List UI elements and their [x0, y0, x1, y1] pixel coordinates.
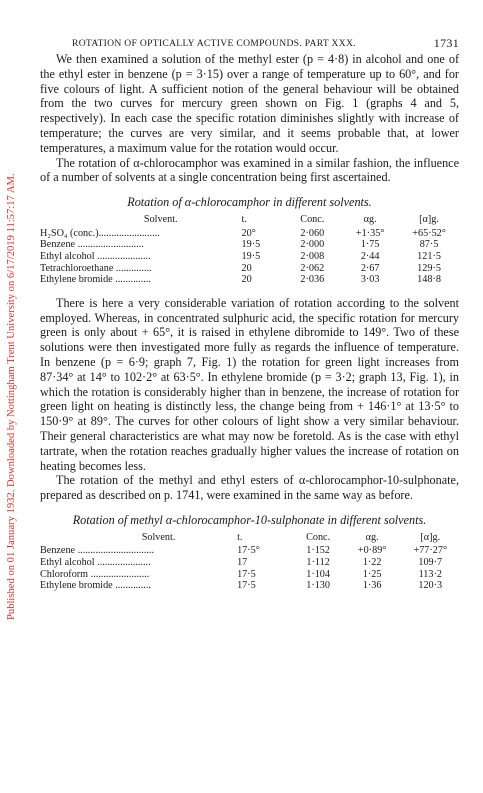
cell-specific-rotation: 109·7: [418, 557, 443, 569]
cell-specific-rotation: 113·2: [418, 568, 442, 580]
table-sulphonate-solvents: [40, 532, 459, 592]
cell-observed-rotation: 1·22: [362, 557, 382, 569]
table-header-row: [40, 214, 459, 228]
cell-concentration: 2·000: [300, 239, 325, 251]
paragraph-solvent-variation: There is here a very considerable variation of rotation according to the solvent employed. Whereas, in concentrated sulphuric acid, the specific rotation for mercury green is only about + 65°, it is raised in ethylene dibromide to 149°. Two of these solutions were then investigated more fully as regards the influence of temperature. In benzene (p = 6·9; graph 7, Fig. 1) the rotation for green light increases from 87·34° at 14° to 102·2° at 63·5°. In ethylene bromide (p = 3·2; graph 13, Fig. 1), in which the rotation is considerably higher than in benzene, the increase of rotation for green light on heating is distinctly less, the change being from + 146·1° at 13·5° to 150·9° at 89°. The curves for other colours of light show a very similar behaviour. Their general characteristics are what may now be foretold. As is the case with ethyl tartrate, when the rotation reaches gradually higher values the increase of rotation on heating becomes less.: [40, 295, 459, 473]
cell-temperature: 17·5: [237, 568, 256, 580]
cell-observed-rotation: +1·35°: [355, 227, 385, 239]
cell-concentration: 2·036: [300, 274, 325, 286]
table2-caption: Rotation of methyl α-chlorocamphor-10-sulphonate in different solvents.: [72, 512, 427, 527]
cell-observed-rotation: 1·25: [362, 568, 382, 580]
cell-solvent: Ethylene bromide ..............: [40, 274, 151, 286]
cell-solvent: H₂SO₄ (conc.)........................: [40, 227, 160, 239]
paragraph-chlorocamphor-intro: The rotation of α-chlorocamphor was examined in a similar fashion, the influence of a number of solvents at a single concentration being first ascertained.: [40, 155, 459, 185]
cell-solvent: Ethyl alcohol .....................: [40, 557, 151, 569]
col-header-observed-rotation: αg.: [365, 531, 379, 543]
cell-specific-rotation: +77·27°: [413, 545, 448, 557]
page-number: 1731: [433, 36, 459, 50]
cell-temperature: 19·5: [241, 250, 261, 262]
cell-temperature: 20°: [241, 227, 256, 239]
table-row: [40, 557, 459, 569]
table-row: [40, 263, 459, 275]
table-row: [40, 569, 459, 581]
cell-specific-rotation: 87·5: [419, 239, 439, 251]
page-header: [40, 36, 459, 52]
cell-specific-rotation: 148·8: [417, 274, 441, 286]
cell-concentration: 1·104: [306, 568, 330, 580]
cell-concentration: 2·062: [300, 262, 325, 274]
col-header-concentration: Conc.: [306, 531, 331, 543]
cell-observed-rotation: 3·03: [360, 274, 380, 286]
paragraph-sulphonate-esters: The rotation of the methyl and ethyl esters of α-chlorocamphor-10-sulphonate, prepared as described on p. 1741, were examined in the same way as before.: [40, 473, 459, 503]
cell-solvent: Tetrachloroethane ..............: [40, 262, 152, 274]
table-row: [40, 274, 459, 286]
cell-observed-rotation: +0·89°: [357, 545, 387, 557]
table-row: [40, 580, 459, 592]
cell-specific-rotation: +65·52°: [412, 227, 446, 239]
col-header-specific-rotation: [α]g.: [420, 531, 441, 543]
cell-observed-rotation: 2·44: [360, 250, 380, 262]
table-chlorocamphor-solvents: [40, 214, 459, 286]
cell-observed-rotation: 1·75: [360, 239, 380, 251]
col-header-solvent: Solvent.: [141, 531, 176, 543]
cell-temperature: 17·5°: [237, 545, 260, 557]
cell-concentration: 2·008: [300, 250, 325, 262]
cell-temperature: 20: [241, 262, 252, 274]
col-header-observed-rotation: αg.: [363, 214, 377, 226]
col-header-temperature: t.: [237, 531, 243, 543]
col-header-temperature: t.: [241, 214, 247, 226]
cell-solvent: Ethyl alcohol .....................: [40, 250, 151, 262]
cell-observed-rotation: 1·36: [362, 580, 382, 592]
cell-observed-rotation: 2·67: [360, 262, 380, 274]
cell-solvent: Benzene ..............................: [40, 545, 155, 557]
cell-temperature: 17: [237, 557, 248, 569]
cell-concentration: 1·152: [306, 545, 330, 557]
cell-specific-rotation: 121·5: [417, 250, 441, 262]
table-row: [40, 545, 459, 557]
col-header-specific-rotation: [α]g.: [419, 214, 439, 226]
col-header-concentration: Conc.: [300, 214, 325, 226]
running-title: ROTATION OF OPTICALLY ACTIVE COMPOUNDS. PART XXX.: [72, 38, 356, 49]
cell-specific-rotation: 129·5: [417, 262, 441, 274]
cell-specific-rotation: 120·3: [418, 580, 443, 592]
table1-caption: Rotation of α-chlorocamphor in different solvents.: [127, 195, 372, 210]
download-watermark: Published on 01 January 1932. Downloaded by Nottingham Trent University on 6/17/2019 11:57:17 AM.: [6, 173, 17, 620]
cell-concentration: 1·112: [306, 557, 330, 569]
cell-temperature: 19·5: [241, 239, 261, 251]
cell-concentration: 1·130: [306, 580, 330, 592]
paragraph-methyl-ester: We then examined a solution of the methyl ester (p = 4·8) in alcohol and one of the ethyl ester in benzene (p = 3·15) over a range of temperature up to 60°, and for five colours of light. A sufficient notion of the general behaviour will be obtained from the two curves for mercury green shown on Fig. 1 (graphs 4 and 5, respectively). In each case the specific rotation diminishes slightly with increase of temperature; the curves are very similar, and it seems probable that, at lower temperatures, a maximum value for the rotation would occur.: [40, 52, 459, 155]
cell-temperature: 20: [241, 274, 252, 286]
cell-solvent: Chloroform .......................: [40, 568, 150, 580]
cell-concentration: 2·060: [300, 227, 325, 239]
cell-temperature: 17·5: [237, 580, 256, 592]
table-row: [40, 228, 459, 240]
table-row: [40, 251, 459, 263]
table-row: [40, 239, 459, 251]
cell-solvent: Ethylene bromide ..............: [40, 580, 151, 592]
journal-page: [40, 36, 459, 592]
table-header-row: [40, 532, 459, 546]
col-header-solvent: Solvent.: [143, 214, 178, 226]
cell-solvent: Benzene ..........................: [40, 239, 144, 251]
